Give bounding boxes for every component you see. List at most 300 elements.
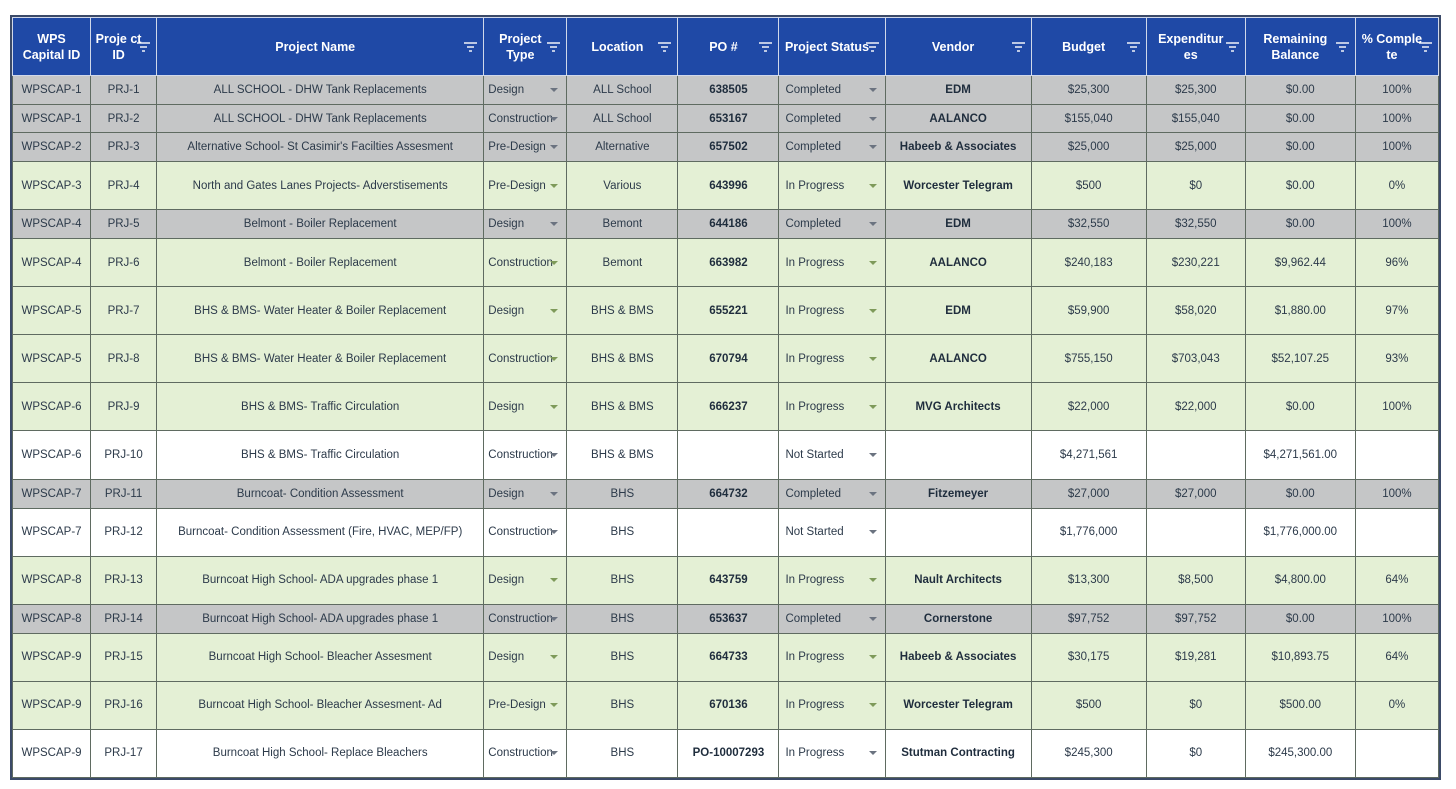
remaining-balance-cell [1245, 729, 1355, 777]
project-name-cell-text: Burncoat High School- Bleacher Assesment- Ad [198, 699, 442, 712]
filter-icon[interactable] [547, 41, 560, 53]
project-name-cell [157, 556, 484, 604]
project-type-dropdown[interactable] [484, 729, 567, 777]
project-type-dropdown[interactable] [484, 105, 567, 133]
capital-id-cell [13, 76, 91, 105]
po-number-cell [678, 431, 779, 479]
location-cell-text: BHS [610, 574, 635, 587]
filter-icon[interactable] [1226, 41, 1239, 53]
project-status-dropdown-text: Completed [785, 84, 842, 97]
vendor-cell [885, 633, 1031, 681]
project-type-dropdown[interactable] [484, 210, 567, 239]
vendor-cell-text: AALANCO [929, 112, 987, 125]
expenditures-cell-text: $27,000 [1174, 487, 1217, 500]
po-number-cell [678, 210, 779, 239]
budget-cell-text: $500 [1075, 179, 1102, 192]
remaining-balance-cell-text: $0.00 [1285, 179, 1315, 192]
project-name-cell-text: North and Gates Lanes Projects- Adverstisements [192, 179, 448, 192]
table-row[interactable] [13, 479, 1439, 508]
project-status-dropdown[interactable] [779, 335, 885, 383]
percent-complete-cell [1355, 335, 1438, 383]
remaining-balance-cell-text: $0.00 [1285, 141, 1315, 154]
chevron-down-icon[interactable] [550, 184, 558, 188]
capital-id-cell-text: WPSCAP-3 [21, 179, 82, 192]
project-id-cell [91, 556, 157, 604]
budget-cell-text: $245,300 [1064, 747, 1113, 760]
project-status-dropdown-text: Completed [785, 218, 842, 231]
filter-icon[interactable] [137, 41, 150, 53]
chevron-down-icon[interactable] [869, 117, 877, 121]
table-row[interactable] [13, 729, 1439, 777]
vendor-cell-text: Stutman Contracting [901, 747, 1015, 760]
percent-complete-cell-text: 97% [1385, 304, 1409, 317]
filter-icon[interactable] [1012, 41, 1025, 53]
budget-cell [1031, 105, 1146, 133]
budget-cell-text: $500 [1075, 699, 1102, 712]
percent-complete-cell [1355, 133, 1438, 162]
expenditures-cell [1146, 383, 1245, 431]
project-status-dropdown[interactable] [779, 431, 885, 479]
project-id-cell-text: PRJ-1 [107, 84, 140, 97]
remaining-balance-cell-text: $0.00 [1285, 612, 1315, 625]
vendor-cell [885, 508, 1031, 556]
po-number-cell-text: 653637 [709, 612, 748, 625]
vendor-cell [885, 431, 1031, 479]
chevron-down-icon[interactable] [869, 405, 877, 409]
project-name-cell-text: BHS & BMS- Traffic Circulation [241, 448, 400, 461]
project-status-dropdown[interactable] [779, 162, 885, 210]
location-cell-text: BHS [610, 699, 635, 712]
remaining-balance-cell-text: $500.00 [1279, 699, 1322, 712]
table-row[interactable] [13, 239, 1439, 287]
chevron-down-icon[interactable] [869, 751, 877, 755]
project-type-dropdown[interactable] [484, 604, 567, 633]
expenditures-cell [1146, 604, 1245, 633]
project-id-cell [91, 383, 157, 431]
project-status-dropdown[interactable] [779, 287, 885, 335]
column-header[interactable] [91, 18, 157, 76]
column-header-label: Remaining Balance [1263, 31, 1328, 62]
location-cell [567, 105, 678, 133]
project-type-dropdown[interactable] [484, 162, 567, 210]
project-id-cell-text: PRJ-11 [104, 487, 143, 500]
project-status-dropdown[interactable] [779, 239, 885, 287]
vendor-cell-text: EDM [945, 218, 971, 231]
project-name-cell [157, 633, 484, 681]
project-type-dropdown[interactable] [484, 133, 567, 162]
percent-complete-cell-text: 100% [1382, 218, 1412, 231]
vendor-cell-text: EDM [945, 84, 971, 97]
percent-complete-cell-text: 100% [1382, 400, 1412, 413]
chevron-down-icon[interactable] [550, 530, 558, 534]
project-type-dropdown[interactable] [484, 431, 567, 479]
project-name-cell [157, 604, 484, 633]
percent-complete-cell [1355, 210, 1438, 239]
project-status-dropdown-text: In Progress [785, 256, 845, 269]
expenditures-cell [1146, 633, 1245, 681]
table-row[interactable] [13, 287, 1439, 335]
column-header[interactable] [484, 18, 567, 76]
expenditures-cell [1146, 239, 1245, 287]
chevron-down-icon[interactable] [869, 88, 877, 92]
percent-complete-cell [1355, 431, 1438, 479]
chevron-down-icon[interactable] [869, 309, 877, 313]
capital-id-cell [13, 105, 91, 133]
project-type-dropdown-text: Construction [488, 747, 553, 760]
budget-cell-text: $755,150 [1064, 352, 1113, 365]
chevron-down-icon[interactable] [550, 261, 558, 265]
table-row[interactable] [13, 105, 1439, 133]
chevron-down-icon[interactable] [550, 309, 558, 313]
project-status-dropdown[interactable] [779, 681, 885, 729]
project-name-cell-text: BHS & BMS- Water Heater & Boiler Replacement [194, 304, 447, 317]
capital-id-cell-text: WPSCAP-4 [21, 218, 82, 231]
project-type-dropdown[interactable] [484, 508, 567, 556]
project-status-dropdown-text: Completed [785, 487, 842, 500]
project-id-cell [91, 287, 157, 335]
project-id-cell-text: PRJ-8 [107, 352, 140, 365]
project-id-cell [91, 133, 157, 162]
capital-id-cell-text: WPSCAP-6 [21, 448, 82, 461]
vendor-cell [885, 604, 1031, 633]
location-cell [567, 162, 678, 210]
capital-id-cell [13, 287, 91, 335]
vendor-cell [885, 133, 1031, 162]
chevron-down-icon[interactable] [550, 453, 558, 457]
project-name-cell-text: Burncoat High School- ADA upgrades phase 1 [202, 612, 439, 625]
location-cell-text: BHS [610, 651, 635, 664]
expenditures-cell [1146, 681, 1245, 729]
po-number-cell-text: 657502 [709, 141, 748, 154]
project-status-dropdown[interactable] [779, 105, 885, 133]
capital-id-cell [13, 162, 91, 210]
table-row[interactable] [13, 383, 1439, 431]
budget-cell-text: $1,776,000 [1059, 526, 1118, 539]
chevron-down-icon[interactable] [869, 617, 877, 621]
remaining-balance-cell-text: $0.00 [1285, 84, 1315, 97]
po-number-cell [678, 239, 779, 287]
capital-id-cell-text: WPSCAP-8 [21, 612, 82, 625]
project-name-cell [157, 76, 484, 105]
vendor-cell-text: Nault Architects [914, 574, 1002, 587]
column-header[interactable] [13, 18, 91, 76]
vendor-cell [885, 729, 1031, 777]
project-type-dropdown[interactable] [484, 76, 567, 105]
budget-cell [1031, 383, 1146, 431]
project-id-cell [91, 729, 157, 777]
chevron-down-icon[interactable] [869, 453, 877, 457]
filter-icon[interactable] [1127, 41, 1140, 53]
chevron-down-icon[interactable] [550, 492, 558, 496]
budget-cell [1031, 729, 1146, 777]
percent-complete-cell [1355, 556, 1438, 604]
chevron-down-icon[interactable] [869, 261, 877, 265]
vendor-cell-text: Worcester Telegram [903, 179, 1013, 192]
location-cell-text: Various [603, 179, 642, 192]
po-number-cell-text: 644186 [709, 218, 748, 231]
capital-id-cell [13, 556, 91, 604]
vendor-cell-text: EDM [945, 304, 971, 317]
percent-complete-cell-text: 100% [1382, 141, 1412, 154]
vendor-cell [885, 556, 1031, 604]
chevron-down-icon[interactable] [869, 357, 877, 361]
percent-complete-cell [1355, 105, 1438, 133]
budget-cell-text: $4,271,561 [1059, 448, 1118, 461]
chevron-down-icon[interactable] [869, 222, 877, 226]
project-name-cell-text: ALL SCHOOL - DHW Tank Replacements [213, 112, 427, 125]
project-id-cell [91, 479, 157, 508]
project-status-dropdown[interactable] [779, 508, 885, 556]
location-cell-text: Bemont [602, 218, 643, 231]
column-header-label: PO # [709, 39, 738, 54]
expenditures-cell-text: $22,000 [1174, 400, 1217, 413]
po-number-cell-text: 664732 [709, 487, 748, 500]
location-cell-text: Bemont [602, 256, 643, 269]
location-cell-text: ALL School [593, 84, 652, 97]
project-type-dropdown-text: Design [488, 651, 525, 664]
expenditures-cell-text: $58,020 [1174, 304, 1217, 317]
column-header[interactable] [567, 18, 678, 76]
location-cell [567, 76, 678, 105]
expenditures-cell-text: $19,281 [1174, 651, 1217, 664]
remaining-balance-cell-text: $4,271,561.00 [1263, 448, 1338, 461]
project-status-dropdown[interactable] [779, 479, 885, 508]
table-row[interactable] [13, 633, 1439, 681]
project-type-dropdown[interactable] [484, 335, 567, 383]
po-number-cell [678, 76, 779, 105]
budget-cell [1031, 76, 1146, 105]
capital-id-cell [13, 335, 91, 383]
project-status-dropdown-text: Completed [785, 112, 842, 125]
project-status-dropdown-text: In Progress [785, 400, 845, 413]
chevron-down-icon[interactable] [869, 578, 877, 582]
location-cell [567, 556, 678, 604]
location-cell [567, 633, 678, 681]
project-id-cell-text: PRJ-2 [107, 112, 140, 125]
filter-icon[interactable] [1419, 41, 1432, 53]
project-status-dropdown[interactable] [779, 604, 885, 633]
capital-id-cell-text: WPSCAP-9 [21, 747, 82, 760]
budget-cell-text: $13,300 [1067, 574, 1110, 587]
filter-icon[interactable] [759, 41, 772, 53]
po-number-cell-text: PO-10007293 [692, 747, 765, 760]
percent-complete-cell-text: 0% [1388, 179, 1406, 192]
table-row[interactable] [13, 681, 1439, 729]
project-type-dropdown[interactable] [484, 383, 567, 431]
project-id-cell [91, 76, 157, 105]
table-row[interactable] [13, 210, 1439, 239]
chevron-down-icon[interactable] [550, 703, 558, 707]
capital-id-cell-text: WPSCAP-9 [21, 651, 82, 664]
column-header-label: Expenditur es [1158, 31, 1224, 62]
remaining-balance-cell [1245, 604, 1355, 633]
project-status-dropdown-text: Not Started [785, 526, 844, 539]
project-name-cell-text: Alternative School- St Casimir's Facilties Assesment [187, 141, 453, 154]
location-cell [567, 287, 678, 335]
column-header-label: Budget [1062, 39, 1106, 54]
project-type-dropdown-text: Pre-Design [488, 179, 546, 192]
project-id-cell [91, 210, 157, 239]
chevron-down-icon[interactable] [550, 405, 558, 409]
project-type-dropdown[interactable] [484, 287, 567, 335]
chevron-down-icon[interactable] [550, 117, 558, 121]
po-number-cell-text: 664733 [709, 651, 748, 664]
project-status-dropdown[interactable] [779, 210, 885, 239]
project-status-dropdown[interactable] [779, 556, 885, 604]
project-name-cell [157, 479, 484, 508]
location-cell-text: BHS & BMS [591, 304, 654, 317]
vendor-cell-text: Cornerstone [923, 612, 993, 625]
chevron-down-icon[interactable] [869, 184, 877, 188]
vendor-cell [885, 239, 1031, 287]
project-type-dropdown[interactable] [484, 556, 567, 604]
po-number-cell [678, 133, 779, 162]
chevron-down-icon[interactable] [550, 617, 558, 621]
po-number-cell [678, 335, 779, 383]
project-status-dropdown[interactable] [779, 633, 885, 681]
percent-complete-cell-text: 64% [1385, 574, 1409, 587]
remaining-balance-cell-text: $9,962.44 [1274, 256, 1326, 269]
filter-icon[interactable] [866, 41, 879, 53]
vendor-cell [885, 210, 1031, 239]
po-number-cell [678, 729, 779, 777]
project-name-cell [157, 287, 484, 335]
budget-cell [1031, 133, 1146, 162]
budget-cell-text: $97,752 [1067, 612, 1110, 625]
table-row[interactable] [13, 604, 1439, 633]
filter-icon[interactable] [464, 41, 477, 53]
budget-cell [1031, 335, 1146, 383]
location-cell [567, 681, 678, 729]
po-number-cell-text: 663982 [709, 256, 748, 269]
project-name-cell [157, 162, 484, 210]
chevron-down-icon[interactable] [869, 703, 877, 707]
column-header[interactable] [157, 18, 484, 76]
percent-complete-cell [1355, 287, 1438, 335]
budget-cell [1031, 508, 1146, 556]
po-number-cell [678, 479, 779, 508]
project-name-cell [157, 210, 484, 239]
po-number-cell-text: 670794 [709, 352, 748, 365]
chevron-down-icon[interactable] [869, 492, 877, 496]
location-cell [567, 479, 678, 508]
expenditures-cell-text: $25,300 [1174, 84, 1217, 97]
project-type-dropdown[interactable] [484, 633, 567, 681]
column-header-label: Project Name [275, 39, 356, 54]
expenditures-cell-text: $32,550 [1174, 218, 1217, 231]
column-header[interactable] [678, 18, 779, 76]
chevron-down-icon[interactable] [550, 145, 558, 149]
chevron-down-icon[interactable] [869, 655, 877, 659]
filter-icon[interactable] [1336, 41, 1349, 53]
chevron-down-icon[interactable] [550, 357, 558, 361]
remaining-balance-cell-text: $0.00 [1285, 218, 1315, 231]
project-id-cell-text: PRJ-6 [107, 256, 140, 269]
project-name-cell-text: BHS & BMS- Traffic Circulation [241, 400, 400, 413]
po-number-cell-text: 643996 [709, 179, 748, 192]
chevron-down-icon[interactable] [550, 222, 558, 226]
project-id-cell-text: PRJ-7 [107, 304, 140, 317]
table-row[interactable] [13, 556, 1439, 604]
expenditures-cell [1146, 210, 1245, 239]
project-name-cell [157, 105, 484, 133]
project-name-cell [157, 239, 484, 287]
project-id-cell [91, 105, 157, 133]
expenditures-cell-text: $25,000 [1174, 141, 1217, 154]
chevron-down-icon[interactable] [550, 655, 558, 659]
remaining-balance-cell-text: $1,776,000.00 [1263, 526, 1338, 539]
column-header[interactable] [1031, 18, 1146, 76]
table-row[interactable] [13, 335, 1439, 383]
project-status-dropdown[interactable] [779, 729, 885, 777]
expenditures-cell [1146, 76, 1245, 105]
project-name-cell-text: Burncoat High School- ADA upgrades phase 1 [202, 574, 439, 587]
table-row[interactable] [13, 508, 1439, 556]
column-header[interactable] [1355, 18, 1438, 76]
column-header-label: Location [591, 39, 644, 54]
column-header[interactable] [1245, 18, 1355, 76]
remaining-balance-cell [1245, 633, 1355, 681]
percent-complete-cell [1355, 729, 1438, 777]
project-type-dropdown[interactable] [484, 681, 567, 729]
vendor-cell-text: AALANCO [929, 352, 987, 365]
po-number-cell-text: 655221 [709, 304, 748, 317]
percent-complete-cell [1355, 239, 1438, 287]
table-row[interactable] [13, 431, 1439, 479]
location-cell [567, 508, 678, 556]
capital-id-cell-text: WPSCAP-7 [21, 487, 82, 500]
percent-complete-cell [1355, 383, 1438, 431]
capital-id-cell-text: WPSCAP-8 [21, 574, 82, 587]
chevron-down-icon[interactable] [550, 578, 558, 582]
location-cell [567, 383, 678, 431]
vendor-cell-text: AALANCO [929, 256, 987, 269]
percent-complete-cell-text: 100% [1382, 112, 1412, 125]
table-row[interactable] [13, 76, 1439, 105]
remaining-balance-cell [1245, 681, 1355, 729]
column-header[interactable] [1146, 18, 1245, 76]
budget-cell [1031, 431, 1146, 479]
expenditures-cell [1146, 335, 1245, 383]
percent-complete-cell-text: 96% [1385, 256, 1409, 269]
filter-icon[interactable] [658, 41, 671, 53]
expenditures-cell [1146, 133, 1245, 162]
capital-id-cell [13, 633, 91, 681]
project-status-dropdown[interactable] [779, 133, 885, 162]
location-cell-text: BHS [610, 526, 635, 539]
column-header[interactable] [779, 18, 885, 76]
po-number-cell-text: 670136 [709, 699, 748, 712]
project-id-cell [91, 681, 157, 729]
project-type-dropdown[interactable] [484, 479, 567, 508]
expenditures-cell [1146, 556, 1245, 604]
chevron-down-icon[interactable] [550, 751, 558, 755]
table-row[interactable] [13, 162, 1439, 210]
chevron-down-icon[interactable] [550, 88, 558, 92]
chevron-down-icon[interactable] [869, 530, 877, 534]
project-status-dropdown[interactable] [779, 76, 885, 105]
vendor-cell [885, 287, 1031, 335]
capital-id-cell [13, 383, 91, 431]
project-status-dropdown[interactable] [779, 383, 885, 431]
project-type-dropdown-text: Design [488, 304, 525, 317]
table-row[interactable] [13, 133, 1439, 162]
column-header[interactable] [885, 18, 1031, 76]
project-type-dropdown[interactable] [484, 239, 567, 287]
capital-id-cell [13, 508, 91, 556]
chevron-down-icon[interactable] [869, 145, 877, 149]
vendor-cell [885, 162, 1031, 210]
